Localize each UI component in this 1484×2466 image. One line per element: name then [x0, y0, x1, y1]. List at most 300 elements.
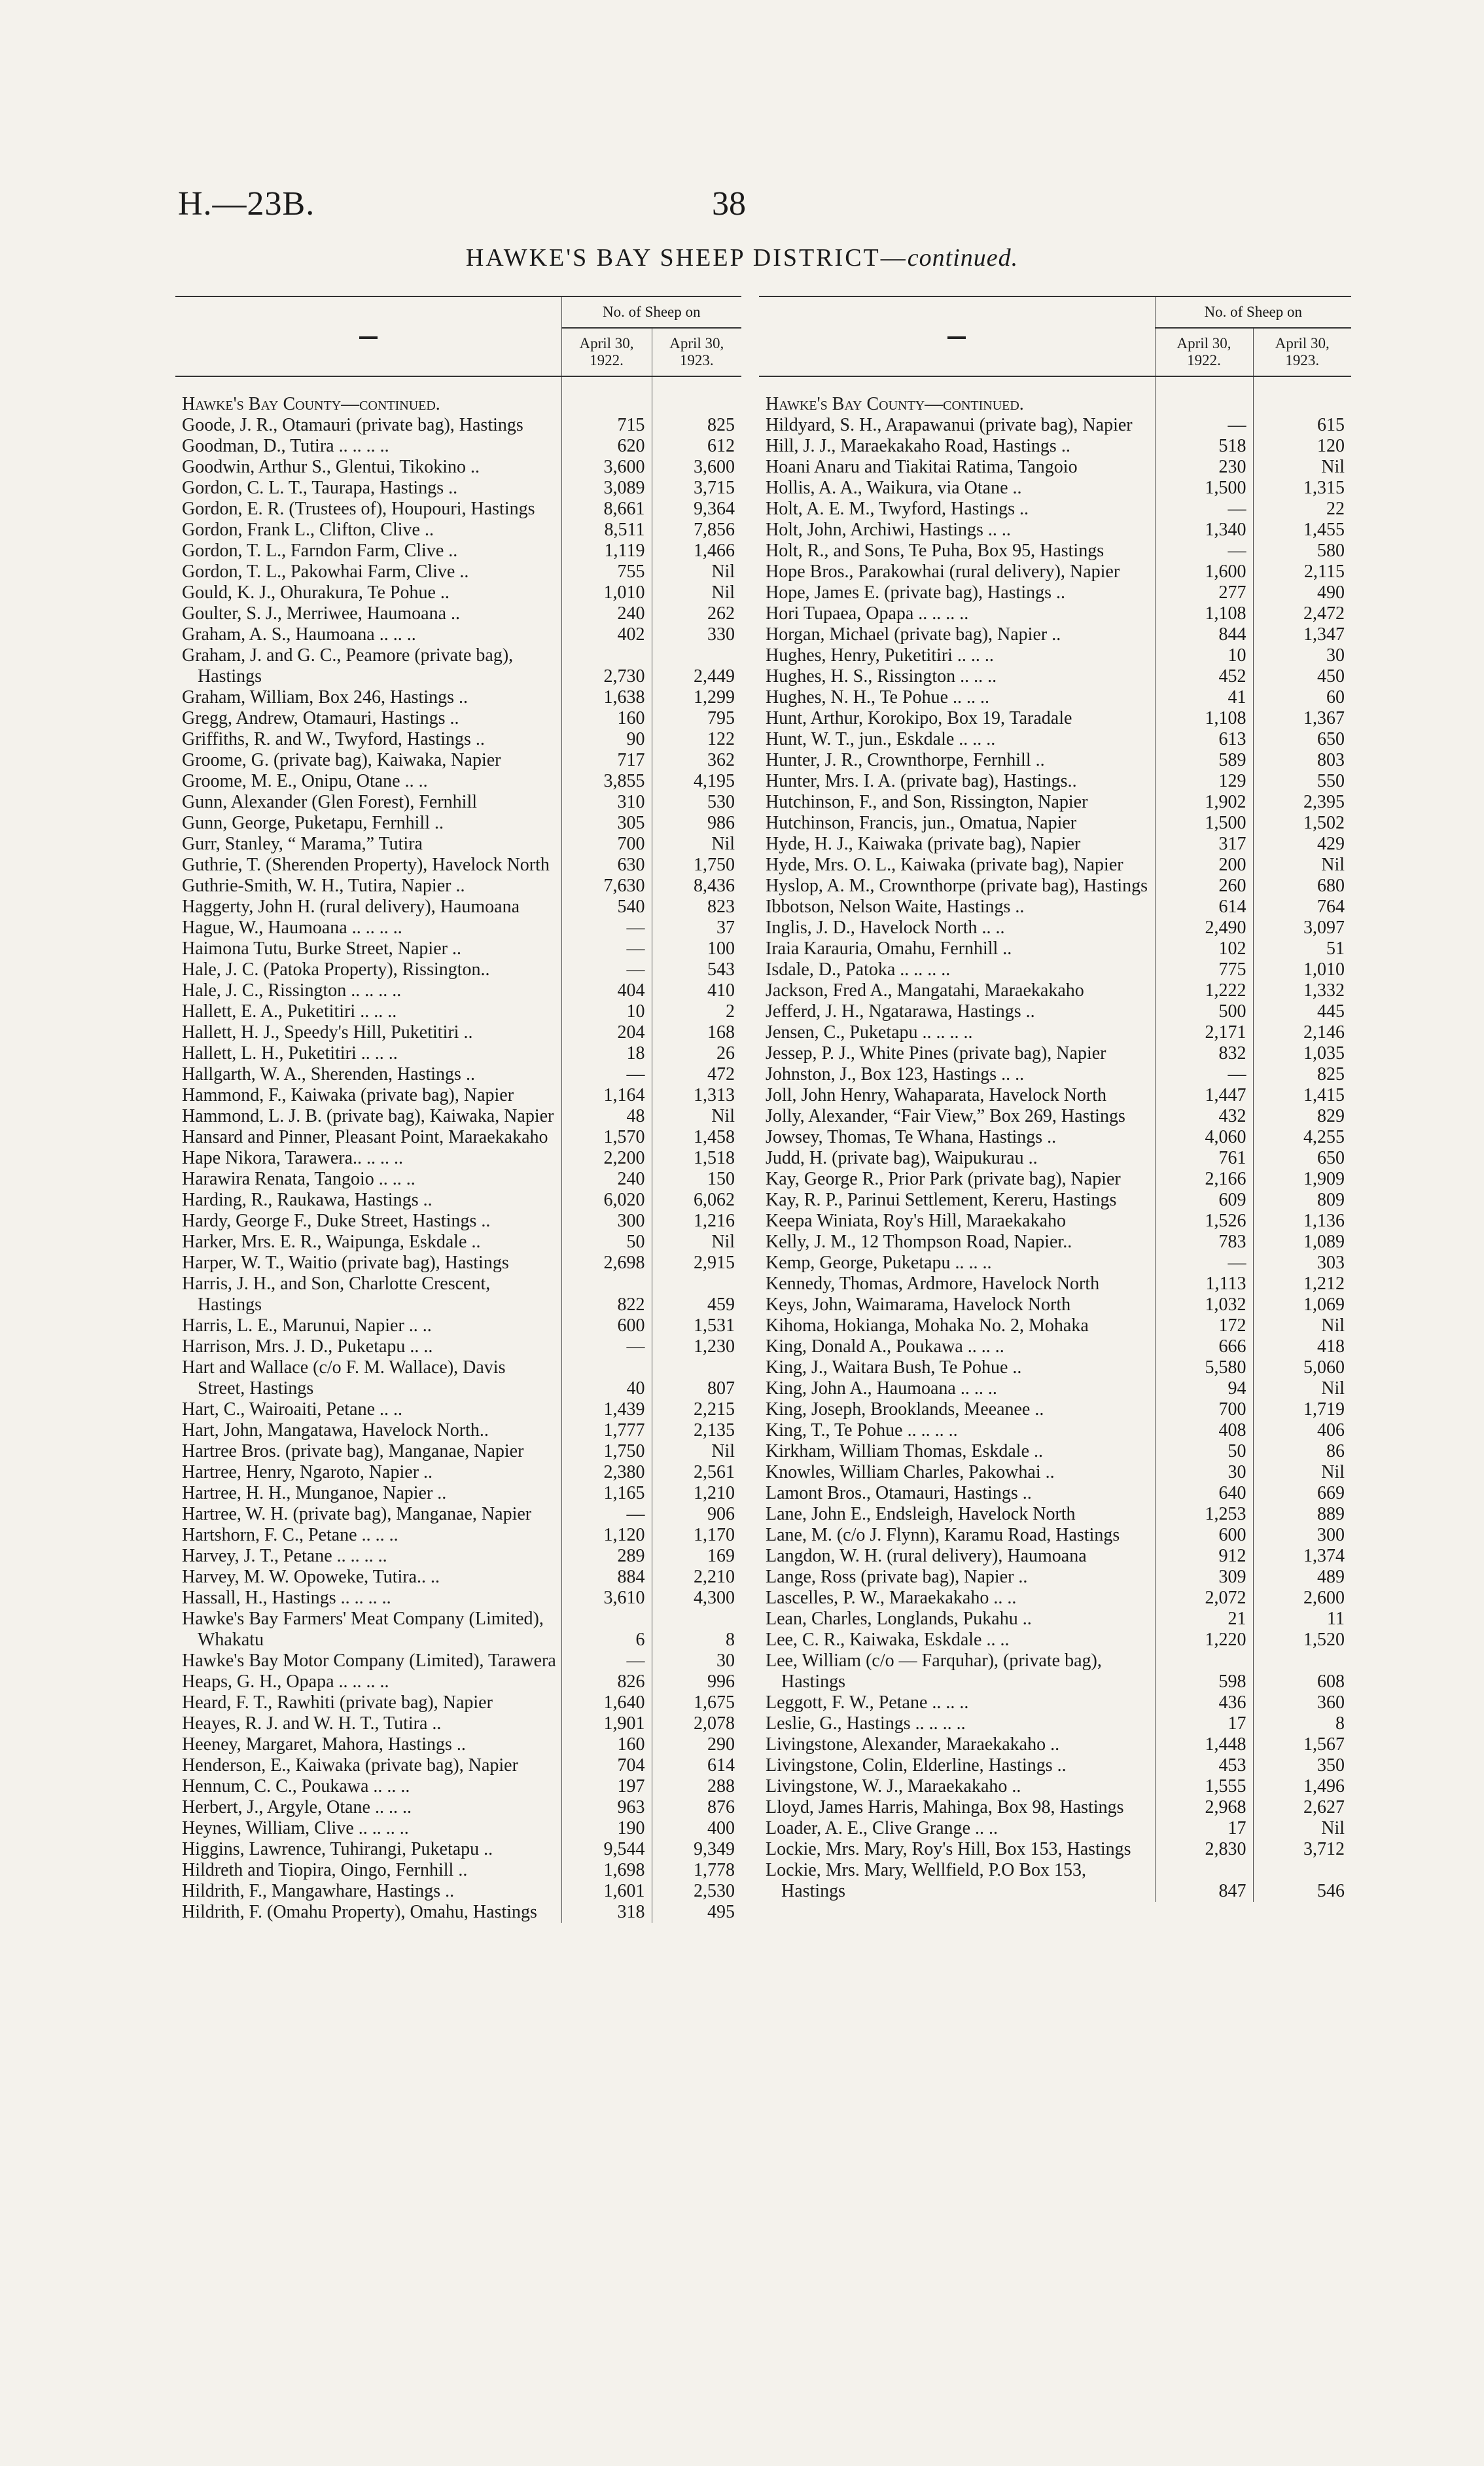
sheep-count-1923: 2,115: [1304, 562, 1345, 582]
table-row: [759, 1357, 1351, 1378]
sheep-count-1922: 640: [1155, 1483, 1253, 1504]
owner-name-address: Heaps, G. H., Opapa .. .. .. ..: [175, 1671, 561, 1692]
table-row: [175, 1085, 741, 1106]
table-row: [759, 813, 1351, 834]
sheep-count-1922: 50: [1155, 1441, 1253, 1462]
sheep-count-1922: 1,638: [561, 687, 652, 708]
sheep-count-1923: 1,299: [694, 687, 735, 707]
sheep-count-1923: 1,315: [1303, 478, 1345, 498]
table-row: [759, 1797, 1351, 1818]
section-heading: Hawke's Bay County—continued.: [759, 376, 1155, 415]
sheep-count-1923: 2,627: [1303, 1797, 1345, 1817]
sheep-count-1923: 300: [1317, 1525, 1345, 1545]
sheep-count-1922: 94: [1155, 1378, 1253, 1399]
sheep-count-1922: 963: [561, 1797, 652, 1818]
sheep-count-1922: —: [561, 959, 652, 980]
sheep-count-1922: 761: [1155, 1148, 1253, 1169]
sheep-count-1923: 303: [1317, 1253, 1345, 1273]
sheep-count-1923: 262: [707, 603, 735, 624]
table-row: [175, 457, 741, 478]
owner-name-address: Hartshorn, F. C., Petane .. .. ..: [175, 1525, 561, 1546]
sheep-count-1922: 129: [1155, 771, 1253, 792]
owner-name-address: Goulter, S. J., Merriwee, Haumoana ..: [175, 603, 561, 624]
table-row: [175, 750, 741, 771]
owner-name-address: Gordon, C. L. T., Taurapa, Hastings ..: [175, 478, 561, 499]
sheep-count-1922: 715: [561, 415, 652, 436]
sheep-count-1922: 1,010: [561, 582, 652, 603]
page-title: [0, 243, 1484, 272]
owner-name-address: Hutchinson, Francis, jun., Omatua, Napier: [759, 813, 1155, 834]
table-row: [759, 1295, 1351, 1315]
sheep-count-1923: 889: [1317, 1504, 1345, 1524]
sheep-count-1922: 8,511: [561, 520, 652, 541]
sheep-count-1923: 9,364: [694, 499, 735, 519]
sheep-count-1922: —: [1155, 1064, 1253, 1085]
sheep-count-1923: 1,719: [1303, 1399, 1345, 1420]
table-row: [759, 876, 1351, 897]
owner-name-address: Graham, William, Box 246, Hastings ..: [175, 687, 561, 708]
owner-name-address: Gregg, Andrew, Otamauri, Hastings ..: [175, 708, 561, 729]
sheep-count-1922: 1,526: [1155, 1211, 1253, 1232]
table-row: [759, 1022, 1351, 1043]
owner-name-address: Ibbotson, Nelson Waite, Hastings ..: [759, 897, 1155, 918]
sheep-count-1922: 1,113: [1155, 1274, 1253, 1295]
sheep-count-1923: 2,915: [694, 1253, 735, 1273]
table-row: [759, 1483, 1351, 1504]
sheep-count-1922: 5,580: [1155, 1357, 1253, 1378]
sheep-count-1922: 453: [1155, 1755, 1253, 1776]
owner-name-address: Jefferd, J. H., Ngatarawa, Hastings ..: [759, 1001, 1155, 1022]
table-row: [175, 813, 741, 834]
sheep-count-1923: 4,300: [694, 1588, 735, 1608]
table-row: [175, 1253, 741, 1274]
section-heading: Hawke's Bay County—continued.: [175, 376, 561, 415]
table-row: [175, 645, 741, 687]
sheep-count-1923: 1,230: [694, 1336, 735, 1357]
owner-name-address: Gordon, E. R. (Trustees of), Houpouri, Hastings: [175, 499, 561, 520]
sheep-count-1922: 775: [1155, 959, 1253, 980]
owner-name-address: Loader, A. E., Clive Grange .. ..: [759, 1818, 1155, 1839]
sheep-count-1922: 436: [1155, 1692, 1253, 1713]
table-row: [759, 1567, 1351, 1588]
sheep-count-1923: 60: [1326, 687, 1345, 707]
sheep-count-1922: 30: [1155, 1462, 1253, 1483]
owner-name-address: Hildyard, S. H., Arapawanui (private bag), Napier: [759, 415, 1155, 436]
sheep-count-1922: 1,698: [561, 1860, 652, 1881]
table-row: [175, 1441, 741, 1462]
owner-name-address: Judd, H. (private bag), Waipukurau ..: [759, 1148, 1155, 1169]
table-row: [759, 687, 1351, 708]
owner-name-address: Lascelles, P. W., Maraekakaho .. ..: [759, 1588, 1155, 1609]
sheep-count-1922: 310: [561, 792, 652, 813]
sheep-count-1923: 1,455: [1303, 520, 1345, 540]
sheep-count-1923: 2,395: [1303, 792, 1345, 812]
table-row: [759, 582, 1351, 603]
sheep-count-1922: 598: [1155, 1651, 1253, 1692]
sheep-count-1922: 1,108: [1155, 708, 1253, 729]
sheep-count-1923: 1,778: [694, 1860, 735, 1880]
owner-name-address: Livingstone, Alexander, Maraekakaho ..: [759, 1734, 1155, 1755]
owner-name-address: Harris, L. E., Marunui, Napier .. ..: [175, 1315, 561, 1336]
owner-name-address: Lee, William (c/o — Farquhar), (private bag), Hastings: [759, 1651, 1155, 1692]
owner-name-address: Keepa Winiata, Roy's Hill, Maraekakaho: [759, 1211, 1155, 1232]
owner-name-address: Kirkham, William Thomas, Eskdale ..: [759, 1441, 1155, 1462]
owner-name-address: Goodwin, Arthur S., Glentui, Tikokino ..: [175, 457, 561, 478]
table-row: [759, 897, 1351, 918]
sheep-count-1922: 204: [561, 1022, 652, 1043]
sheep-count-1923: 1,089: [1303, 1232, 1345, 1252]
sheep-count-1923: 2,215: [694, 1399, 735, 1420]
sheep-count-1922: 240: [561, 1169, 652, 1190]
owner-name-address: Heayes, R. J. and W. H. T., Tutira ..: [175, 1713, 561, 1734]
owner-name-address: Hallett, E. A., Puketitiri .. .. ..: [175, 1001, 561, 1022]
sheep-count-1923: 1,010: [1303, 959, 1345, 980]
owner-name-address: Hope, James E. (private bag), Hastings ..: [759, 582, 1155, 603]
owner-name-address: Hague, W., Haumoana .. .. .. ..: [175, 918, 561, 938]
sheep-count-1922: 452: [1155, 666, 1253, 687]
sheep-count-1922: 2,968: [1155, 1797, 1253, 1818]
owner-name-address: Lockie, Mrs. Mary, Wellfield, P.O Box 153, Hastings: [759, 1860, 1155, 1902]
sheep-count-1922: 48: [561, 1106, 652, 1127]
sheep-count-1923: 418: [1317, 1336, 1345, 1357]
owner-name-address: Jessep, P. J., White Pines (private bag), Napier: [759, 1043, 1155, 1064]
table-row: [175, 1567, 741, 1588]
owner-name-address: Harvey, M. W. Opoweke, Tutira.. ..: [175, 1567, 561, 1588]
sheep-count-1923: 803: [1317, 750, 1345, 770]
sheep-count-1922: 2,072: [1155, 1588, 1253, 1609]
sheep-count-1922: —: [1155, 1253, 1253, 1274]
table-row: [759, 1211, 1351, 1232]
owner-name-address: Herbert, J., Argyle, Otane .. .. ..: [175, 1797, 561, 1818]
sheep-count-1923: 9,349: [694, 1839, 735, 1859]
sheep-count-1923: 30: [716, 1651, 735, 1671]
table-row: [175, 624, 741, 645]
sheep-count-1922: 160: [561, 708, 652, 729]
sheep-count-1922: 783: [1155, 1232, 1253, 1253]
owner-name-address: Harrison, Mrs. J. D., Puketapu .. ..: [175, 1336, 561, 1357]
sheep-count-1923: 550: [1317, 771, 1345, 791]
table-row: [759, 1609, 1351, 1630]
sheep-count-1922: 1,777: [561, 1420, 652, 1441]
sheep-count-1922: 190: [561, 1818, 652, 1839]
table-row: [175, 1755, 741, 1776]
table-row: [759, 603, 1351, 624]
sheep-count-1922: 518: [1155, 436, 1253, 457]
sheep-count-1922: 50: [561, 1232, 652, 1253]
sheep-count-1923: 1,347: [1303, 624, 1345, 645]
owner-name-address: Hartree, W. H. (private bag), Manganae, Napier: [175, 1504, 561, 1525]
table-row: [759, 855, 1351, 876]
sheep-count-1923: 8: [726, 1630, 735, 1650]
sheep-count-1922: 1,601: [561, 1881, 652, 1902]
sheep-count-1922: 6,020: [561, 1190, 652, 1211]
sheep-count-1922: 609: [1155, 1190, 1253, 1211]
sheep-count-1922: 8,661: [561, 499, 652, 520]
sheep-count-1923: 459: [707, 1295, 735, 1315]
sheep-count-1923: 1,466: [694, 541, 735, 561]
sheep-count-1923: 906: [707, 1504, 735, 1524]
owner-name-address: Gunn, George, Puketapu, Fernhill ..: [175, 813, 561, 834]
table-row: [175, 729, 741, 750]
sheep-count-1922: 2,490: [1155, 918, 1253, 938]
owner-name-address: Hunt, W. T., jun., Eskdale .. .. ..: [759, 729, 1155, 750]
table-row: [759, 1860, 1351, 1902]
sheep-count-1923: 614: [707, 1755, 735, 1776]
sheep-count-1923: 168: [707, 1022, 735, 1043]
sheep-count-1922: 3,600: [561, 457, 652, 478]
owner-name-address: Hunter, J. R., Crownthorpe, Fernhill ..: [759, 750, 1155, 771]
sheep-count-1922: 1,253: [1155, 1504, 1253, 1525]
owner-name-address: Kihoma, Hokianga, Mohaka No. 2, Mohaka: [759, 1315, 1155, 1336]
sheep-count-1922: 600: [561, 1315, 652, 1336]
sheep-count-1923: 1,313: [694, 1085, 735, 1105]
table-row: [175, 520, 741, 541]
owner-name-address: Hassall, H., Hastings .. .. .. ..: [175, 1588, 561, 1609]
sheep-count-1922: 1,750: [561, 1441, 652, 1462]
owner-name-address: Hawke's Bay Motor Company (Limited), Tarawera: [175, 1651, 561, 1671]
table-row: [175, 1399, 741, 1420]
owner-name-address: Jackson, Fred A., Mangatahi, Maraekakaho: [759, 980, 1155, 1001]
sheep-count-1923: 829: [1317, 1106, 1345, 1126]
table-row: [759, 541, 1351, 562]
owner-name-address: Kelly, J. M., 12 Thompson Road, Napier..: [759, 1232, 1155, 1253]
sheep-count-1922: 847: [1155, 1860, 1253, 1902]
owner-name-address: Hart and Wallace (c/o F. M. Wallace), Davis Street, Hastings: [175, 1357, 561, 1399]
sheep-count-1923: 26: [716, 1043, 735, 1063]
sheep-count-1923: 795: [707, 708, 735, 728]
sheep-count-1923: 608: [1317, 1671, 1345, 1692]
sheep-count-1923: 1,520: [1303, 1630, 1345, 1650]
title-continued: continued.: [907, 244, 1019, 272]
owner-name-address: Hale, J. C. (Patoka Property), Rissington..: [175, 959, 561, 980]
sheep-count-1923: Nil: [711, 834, 735, 854]
owner-name-address: Hughes, N. H., Te Pohue .. .. ..: [759, 687, 1155, 708]
table-row: [175, 1274, 741, 1315]
owner-name-address: King, Donald A., Poukawa .. .. ..: [759, 1336, 1155, 1357]
table-row: [759, 1001, 1351, 1022]
owner-name-address: Livingstone, W. J., Maraekakaho ..: [759, 1776, 1155, 1797]
sheep-count-1922: 2,166: [1155, 1169, 1253, 1190]
table-row: [759, 520, 1351, 541]
table-row: [175, 980, 741, 1001]
table-row: [175, 1671, 741, 1692]
owner-name-address: Heynes, William, Clive .. .. .. ..: [175, 1818, 561, 1839]
owner-name-address: Gordon, T. L., Pakowhai Farm, Clive ..: [175, 562, 561, 582]
owner-name-address: King, John A., Haumoana .. .. ..: [759, 1378, 1155, 1399]
sheep-count-header: No. of Sheep on: [1155, 296, 1351, 328]
table-row: [175, 687, 741, 708]
sheep-count-1923: 489: [1317, 1567, 1345, 1587]
sheep-count-1922: 822: [561, 1274, 652, 1315]
sheep-count-1923: 2,530: [694, 1881, 735, 1901]
table-row: [175, 1588, 741, 1609]
sheep-count-1923: 472: [707, 1064, 735, 1084]
table-row: [175, 1127, 741, 1148]
sheep-count-1923: 1,367: [1303, 708, 1345, 728]
table-row: [175, 1232, 741, 1253]
owner-name-address: Livingstone, Colin, Elderline, Hastings ..: [759, 1755, 1155, 1776]
table-row: [175, 582, 741, 603]
table-row: [759, 729, 1351, 750]
sheep-count-1923: 543: [707, 959, 735, 980]
table-row: [759, 1274, 1351, 1295]
sheep-count-1923: 410: [707, 980, 735, 1001]
table-row: [759, 1462, 1351, 1483]
sheep-count-1923: 406: [1317, 1420, 1345, 1440]
sheep-count-1923: 1,069: [1303, 1295, 1345, 1315]
owner-name-address: Lockie, Mrs. Mary, Roy's Hill, Box 153, Hastings: [759, 1839, 1155, 1860]
table-row: [759, 834, 1351, 855]
table-row: [175, 436, 741, 457]
owner-name-address: Hartree, Henry, Ngaroto, Napier ..: [175, 1462, 561, 1483]
owner-name-address: Graham, J. and G. C., Peamore (private bag), Hastings: [175, 645, 561, 687]
sheep-count-1923: 1,496: [1303, 1776, 1345, 1796]
table-row: [175, 1609, 741, 1651]
sheep-count-1922: 432: [1155, 1106, 1253, 1127]
sheep-count-1922: 41: [1155, 687, 1253, 708]
sheep-count-1922: 700: [1155, 1399, 1253, 1420]
table-row: [175, 1546, 741, 1567]
sheep-count-1923: 3,600: [694, 457, 735, 477]
table-row: [759, 771, 1351, 792]
owner-name-address: Hart, C., Wairoaiti, Petane .. ..: [175, 1399, 561, 1420]
sheep-count-1923: 1,750: [694, 855, 735, 875]
owner-name-address: Lane, John E., Endsleigh, Havelock North: [759, 1504, 1155, 1525]
sheep-count-1922: 1,640: [561, 1692, 652, 1713]
table-row: [759, 645, 1351, 666]
sheep-count-1923: 8,436: [694, 876, 735, 896]
table-row: [759, 457, 1351, 478]
table-row: [759, 918, 1351, 938]
sheep-count-1923: 6,062: [694, 1190, 735, 1210]
table-row: [175, 1336, 741, 1357]
sheep-count-1923: 445: [1317, 1001, 1345, 1022]
sheep-count-1922: 408: [1155, 1420, 1253, 1441]
table-row: [759, 708, 1351, 729]
sheep-count-1923: 4,195: [694, 771, 735, 791]
sheep-count-1922: 2,730: [561, 645, 652, 687]
table-row: [175, 876, 741, 897]
table-row: [175, 1776, 741, 1797]
table-row: [759, 666, 1351, 687]
table-row: [175, 1043, 741, 1064]
owner-name-address: Jensen, C., Puketapu .. .. .. ..: [759, 1022, 1155, 1043]
table-row: [759, 1253, 1351, 1274]
table-row: [175, 1420, 741, 1441]
owner-name-address: Hartree, H. H., Munganoe, Napier ..: [175, 1483, 561, 1504]
sheep-count-1923: 615: [1317, 415, 1345, 435]
title-main: HAWKE'S BAY SHEEP DISTRICT—: [465, 244, 908, 272]
owner-name-address: Hughes, Henry, Puketitiri .. .. ..: [759, 645, 1155, 666]
sheep-count-header: No. of Sheep on: [561, 296, 741, 328]
owner-name-address: Hawke's Bay Farmers' Meat Company (Limited), Whakatu: [175, 1609, 561, 1651]
owner-name-address: Harawira Renata, Tangoio .. .. ..: [175, 1169, 561, 1190]
sheep-count-1922: 1,901: [561, 1713, 652, 1734]
table-row: [759, 562, 1351, 582]
col-1922-header: April 30, 1922.: [1155, 328, 1253, 376]
sheep-count-1922: 90: [561, 729, 652, 750]
sheep-count-1922: 2,698: [561, 1253, 652, 1274]
owner-name-address: Hallett, H. J., Speedy's Hill, Puketitiri ..: [175, 1022, 561, 1043]
sheep-count-1923: 1,216: [694, 1211, 735, 1231]
owner-name-address: Harris, J. H., and Son, Charlotte Crescent, Hastings: [175, 1274, 561, 1315]
sheep-count-1922: 589: [1155, 750, 1253, 771]
table-row: [175, 1483, 741, 1504]
sheep-count-1922: 1,600: [1155, 562, 1253, 582]
table-row: [175, 855, 741, 876]
owner-name-address: Langdon, W. H. (rural delivery), Haumoana: [759, 1546, 1155, 1567]
sheep-count-1923: 1,909: [1303, 1169, 1345, 1189]
owner-name-address: Gunn, Alexander (Glen Forest), Fernhill: [175, 792, 561, 813]
sheep-count-1923: 809: [1317, 1190, 1345, 1210]
table-row: [175, 1902, 741, 1923]
owner-name-address: Johnston, J., Box 123, Hastings .. ..: [759, 1064, 1155, 1085]
owner-name-address: Inglis, J. D., Havelock North .. ..: [759, 918, 1155, 938]
owner-name-address: Hoani Anaru and Tiakitai Ratima, Tangoio: [759, 457, 1155, 478]
owner-name-address: Harper, W. T., Waitio (private bag), Hastings: [175, 1253, 561, 1274]
sheep-table-left: [175, 296, 741, 1923]
sheep-count-1922: 1,032: [1155, 1295, 1253, 1315]
sheep-count-1923: 30: [1326, 645, 1345, 666]
sheep-count-1923: 2,600: [1303, 1588, 1345, 1608]
owner-name-address: Horgan, Michael (private bag), Napier ..: [759, 624, 1155, 645]
sheep-count-1922: —: [561, 1064, 652, 1085]
table-row: [175, 792, 741, 813]
page-number: 38: [712, 185, 746, 223]
sheep-count-1922: 1,120: [561, 1525, 652, 1546]
sheep-count-1922: 540: [561, 897, 652, 918]
owner-name-address: Knowles, William Charles, Pakowhai ..: [759, 1462, 1155, 1483]
sheep-count-1923: 1,136: [1303, 1211, 1345, 1231]
table-row: [759, 499, 1351, 520]
table-row: [759, 1504, 1351, 1525]
sheep-count-1923: 825: [1317, 1064, 1345, 1084]
sheep-count-1922: 4,060: [1155, 1127, 1253, 1148]
owner-name-address: Hyde, Mrs. O. L., Kaiwaka (private bag), Napier: [759, 855, 1155, 876]
sheep-count-1922: —: [561, 1504, 652, 1525]
table-row: [175, 1001, 741, 1022]
table-row: [175, 1211, 741, 1232]
sheep-count-1922: 230: [1155, 457, 1253, 478]
owner-name-address: Heard, F. T., Rawhiti (private bag), Napier: [175, 1692, 561, 1713]
sheep-count-1923: 807: [707, 1378, 735, 1399]
sheep-count-1922: 2,380: [561, 1462, 652, 1483]
sheep-count-1923: 1,531: [694, 1315, 735, 1336]
owner-name-address: Hunt, Arthur, Korokipo, Box 19, Taradale: [759, 708, 1155, 729]
table-row: [759, 1755, 1351, 1776]
table-row: [759, 1420, 1351, 1441]
owner-name-address: Lamont Bros., Otamauri, Hastings ..: [759, 1483, 1155, 1504]
owner-name-address: Holt, R., and Sons, Te Puha, Box 95, Hastings: [759, 541, 1155, 562]
table-row: [759, 1378, 1351, 1399]
sheep-count-1923: 2,078: [694, 1713, 735, 1734]
col-1923-header: April 30, 1923.: [652, 328, 741, 376]
sheep-count-1923: 986: [707, 813, 735, 833]
sheep-count-1923: 580: [1317, 541, 1345, 561]
sheep-count-1923: 2,135: [694, 1420, 735, 1440]
owner-name-address: Hennum, C. C., Poukawa .. .. ..: [175, 1776, 561, 1797]
owner-name-address: Hyslop, A. M., Crownthorpe (private bag), Hastings: [759, 876, 1155, 897]
sheep-count-1923: Nil: [1321, 855, 1345, 875]
sheep-count-1922: 305: [561, 813, 652, 834]
owner-name-address: Isdale, D., Patoka .. .. .. ..: [759, 959, 1155, 980]
sheep-count-1922: 1,439: [561, 1399, 652, 1420]
owner-name-address: Hale, J. C., Rissington .. .. .. ..: [175, 980, 561, 1001]
sheep-count-1922: 1,500: [1155, 478, 1253, 499]
owner-name-address: Hunter, Mrs. I. A. (private bag), Hastings..: [759, 771, 1155, 792]
sheep-count-1923: 169: [707, 1546, 735, 1566]
sheep-count-1923: 360: [1317, 1692, 1345, 1713]
